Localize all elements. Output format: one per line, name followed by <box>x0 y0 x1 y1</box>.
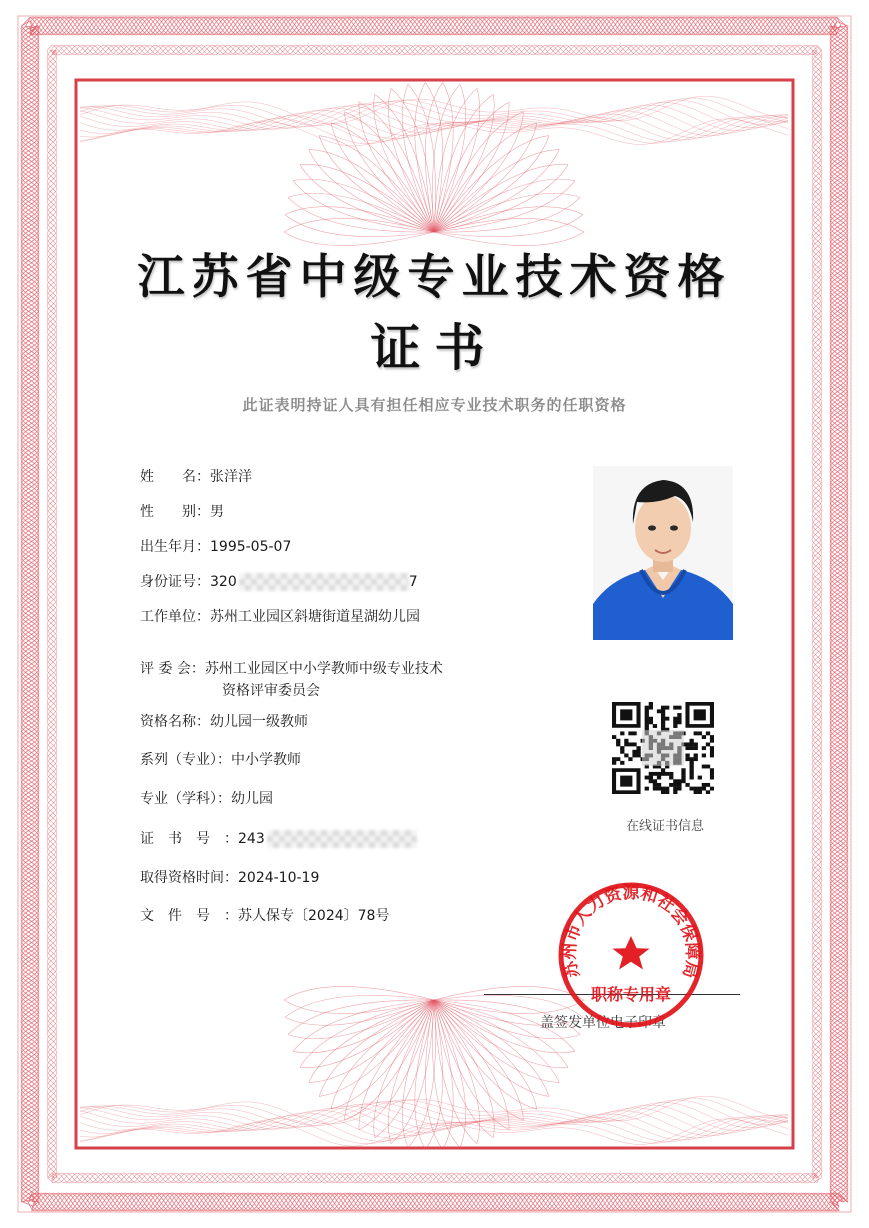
official-seal <box>556 880 706 1030</box>
star-icon <box>613 936 650 970</box>
field-value: 幼儿园 <box>231 791 273 807</box>
field-value: 苏人保专〔2024〕78号 <box>238 908 390 924</box>
certificate-title-line2: 证书 <box>370 318 499 377</box>
field-committee <box>140 659 443 679</box>
field-value: 男 <box>210 504 224 520</box>
holder-photo <box>593 466 733 640</box>
field-employer <box>140 607 420 627</box>
redaction-mosaic <box>239 573 409 591</box>
seal-bottom-text: 职称专用章 <box>590 985 672 1004</box>
field-subject <box>140 789 273 809</box>
field-value: 苏州工业园区中小学教师中级专业技术 <box>204 661 443 677</box>
field-value: 苏州工业园区斜塘街道星湖幼儿园 <box>210 609 420 625</box>
field-obtain-date <box>140 868 319 888</box>
certificate-subtitle: 此证表明持证人具有担任相应专业技术职务的任职资格 <box>242 396 627 414</box>
field-value: 2024-10-19 <box>238 870 320 886</box>
certificate-title: 江苏省中级专业技术资格 <box>137 250 732 305</box>
field-value: 幼儿园一级教师 <box>210 714 308 730</box>
signature-caption: 盖签发单位电子印章 <box>540 1015 666 1031</box>
seal-ring-text: 苏州市人力资源和社会保障局 <box>559 882 703 981</box>
field-value: 张洋洋 <box>210 469 252 485</box>
qr-caption: 在线证书信息 <box>625 819 704 834</box>
field-label: 性 别： <box>140 504 210 520</box>
field-value: 资格评审委员会 <box>222 683 320 699</box>
field-label: 专业（学科）： <box>140 791 231 807</box>
field-label: 评 委 会： <box>140 661 205 677</box>
field-name <box>140 467 252 487</box>
field-label: 证 书 号 ： <box>140 831 238 847</box>
qr-code[interactable] <box>612 702 714 794</box>
field-value: 中小学教师 <box>231 752 301 768</box>
field-label: 姓 名： <box>140 469 210 485</box>
field-committee-line2 <box>222 681 320 701</box>
field-label: 工作单位： <box>140 609 210 625</box>
field-series <box>140 750 301 770</box>
field-label: 取得资格时间： <box>140 870 238 886</box>
field-birth <box>140 537 291 557</box>
field-cert-number <box>140 829 417 849</box>
field-qualification <box>140 712 308 732</box>
field-value-suffix: 7 <box>408 574 418 590</box>
svg-text:苏州市人力资源和社会保障局 <box>559 882 703 981</box>
field-gender <box>140 502 224 522</box>
field-label: 身份证号： <box>140 574 210 590</box>
field-label: 文 件 号 ： <box>140 908 238 924</box>
field-value: 1995-05-07 <box>210 539 292 555</box>
field-label: 资格名称： <box>140 714 210 730</box>
field-id-number <box>140 572 418 592</box>
field-value-prefix: 243 <box>238 831 265 847</box>
field-value-prefix: 320 <box>210 574 237 590</box>
field-label: 系列（专业）： <box>140 752 231 768</box>
field-label: 出生年月： <box>140 539 210 555</box>
redaction-mosaic <box>267 830 417 848</box>
field-document-number <box>140 906 389 926</box>
